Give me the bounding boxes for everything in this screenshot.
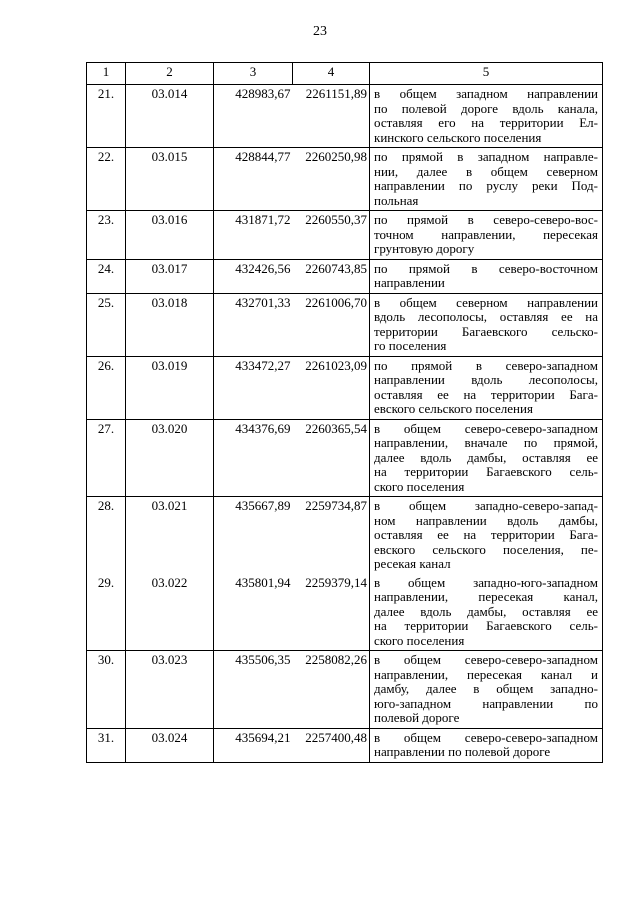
x-coordinate-cell: 434376,69 xyxy=(214,419,293,497)
description-line: в общем северном направлении xyxy=(374,294,598,310)
row-number-cell: 31. xyxy=(87,728,126,762)
description-line: ского поселения xyxy=(374,632,465,648)
y-coordinate-cell: 2261023,09 xyxy=(293,356,370,419)
x-coordinate-cell: 428844,77 xyxy=(214,148,293,211)
y-coordinate-cell: 2260250,98 xyxy=(293,148,370,211)
y-coordinate-cell: 2259734,87 xyxy=(293,497,370,574)
description-line: по прямой в северо-восточном xyxy=(374,260,598,276)
row-number-cell: 28. xyxy=(87,497,126,574)
description-line: вдоль лесополосы, оставляя ее на xyxy=(374,309,598,324)
description-line: евского сельского поселения, пе- xyxy=(374,541,598,557)
description-line: направлении, вначале по прямой, xyxy=(374,435,598,450)
table-row xyxy=(87,356,603,419)
description-line: направлении xyxy=(374,275,445,290)
description-line: оставляя ее на территории Бага- xyxy=(374,386,598,402)
description-line: в общем западном направлении xyxy=(374,86,598,101)
row-number-cell: 22. xyxy=(87,148,126,211)
description-line: далее вдоль дамбы, оставляя ее xyxy=(374,449,598,465)
column-header: 2 xyxy=(126,63,214,85)
description-line: по прямой в западном направле- xyxy=(374,149,598,164)
description-line: ского поселения xyxy=(374,478,465,494)
table-row xyxy=(87,148,603,211)
column-header: 1 xyxy=(87,63,126,85)
description-line: в общем северо-северо-западном xyxy=(374,420,598,436)
point-code-cell: 03.021 xyxy=(126,497,214,574)
x-coordinate-cell: 435506,35 xyxy=(214,651,293,729)
x-coordinate-cell: 433472,27 xyxy=(214,356,293,419)
boundary-description-cell xyxy=(370,419,603,497)
description-line: направлении вдоль лесополосы, xyxy=(374,372,598,387)
boundary-description-cell xyxy=(370,574,603,651)
description-line: в общем западно-северо-запад- xyxy=(374,498,598,513)
description-line: направлении по полевой дороге xyxy=(374,744,551,759)
description-line: кинского сельского поселения xyxy=(374,129,542,145)
description-line: территории Багаевского сельско- xyxy=(374,323,598,339)
boundary-description-cell xyxy=(370,651,603,729)
row-number-cell: 25. xyxy=(87,293,126,356)
x-coordinate-cell: 432701,33 xyxy=(214,293,293,356)
page-number: 23 xyxy=(313,24,327,39)
point-code-cell: 03.016 xyxy=(126,211,214,260)
x-coordinate-cell: 435694,21 xyxy=(214,728,293,762)
description-line: в общем западно-юго-западном xyxy=(374,574,598,590)
description-line: по прямой в северо-западном xyxy=(374,357,598,373)
point-code-cell: 03.020 xyxy=(126,419,214,497)
description-line: нии, далее в общем северном xyxy=(374,163,598,179)
description-line: по полевой дороге вдоль канала, xyxy=(374,100,598,116)
x-coordinate-cell: 432426,56 xyxy=(214,259,293,293)
boundary-description-cell xyxy=(370,293,603,356)
x-coordinate-cell: 435667,89 xyxy=(214,497,293,574)
description-line: ресекая канал xyxy=(374,556,451,571)
row-number-cell: 29. xyxy=(87,574,126,651)
row-number-cell: 24. xyxy=(87,259,126,293)
y-coordinate-cell: 2257400,48 xyxy=(293,728,370,762)
x-coordinate-cell: 428983,67 xyxy=(214,85,293,148)
boundary-description-cell xyxy=(370,148,603,211)
column-header: 4 xyxy=(293,63,370,85)
row-number-cell: 30. xyxy=(87,651,126,729)
x-coordinate-cell: 435801,94 xyxy=(214,574,293,651)
row-number-cell: 23. xyxy=(87,211,126,260)
x-coordinate-cell: 431871,72 xyxy=(214,211,293,260)
description-line: ном направлении вдоль дамбы, xyxy=(374,512,598,528)
row-number-cell: 21. xyxy=(87,85,126,148)
y-coordinate-cell: 2261151,89 xyxy=(293,85,370,148)
description-line: точном направлении, пересекая xyxy=(374,226,598,242)
boundary-points-table xyxy=(86,62,603,763)
description-line: далее вдоль дамбы, оставляя ее xyxy=(374,603,598,619)
description-line: на территории Багаевского сель- xyxy=(374,618,598,633)
column-header: 5 xyxy=(370,63,603,85)
description-line: направлении, пересекая канал, xyxy=(374,589,598,604)
y-coordinate-cell: 2259379,14 xyxy=(293,574,370,651)
description-line: юго-западном направлении по xyxy=(374,695,598,711)
boundary-description-cell xyxy=(370,728,603,762)
point-code-cell: 03.014 xyxy=(126,85,214,148)
description-line: го поселения xyxy=(374,338,447,353)
description-line: оставляя его на территории Ел- xyxy=(374,115,598,130)
table-row xyxy=(87,85,603,148)
boundary-description-cell xyxy=(370,211,603,260)
boundary-description-cell xyxy=(370,356,603,419)
table-row xyxy=(87,497,603,574)
point-code-cell: 03.024 xyxy=(126,728,214,762)
point-code-cell: 03.017 xyxy=(126,259,214,293)
description-line: евского сельского поселения xyxy=(374,401,533,416)
point-code-cell: 03.022 xyxy=(126,574,214,651)
point-code-cell: 03.023 xyxy=(126,651,214,729)
point-code-cell: 03.018 xyxy=(126,293,214,356)
boundary-description-cell xyxy=(370,259,603,293)
table-row xyxy=(87,259,603,293)
y-coordinate-cell: 2258082,26 xyxy=(293,651,370,729)
table-row xyxy=(87,211,603,260)
table-row xyxy=(87,728,603,762)
description-line: на территории Багаевского сель- xyxy=(374,464,598,479)
y-coordinate-cell: 2260365,54 xyxy=(293,419,370,497)
description-line: по прямой в северо-северо-вос- xyxy=(374,212,598,227)
y-coordinate-cell: 2261006,70 xyxy=(293,293,370,356)
description-line: в общем северо-северо-западном xyxy=(374,729,598,745)
point-code-cell: 03.015 xyxy=(126,148,214,211)
table-row xyxy=(87,574,603,651)
description-line: дамбу, далее в общем западно- xyxy=(374,681,598,696)
point-code-cell: 03.019 xyxy=(126,356,214,419)
y-coordinate-cell: 2260743,85 xyxy=(293,259,370,293)
row-number-cell: 27. xyxy=(87,419,126,497)
description-line: направлении, пересекая канал и xyxy=(374,666,598,682)
table-row xyxy=(87,419,603,497)
description-line: полевой дороге xyxy=(374,710,460,725)
table-row xyxy=(87,651,603,729)
description-line: польная xyxy=(374,192,419,208)
boundary-description-cell xyxy=(370,85,603,148)
boundary-description-cell xyxy=(370,497,603,574)
description-line: грунтовую дорогу xyxy=(374,241,475,256)
table-header-row xyxy=(87,63,603,85)
row-number-cell: 26. xyxy=(87,356,126,419)
description-line: в общем северо-северо-западном xyxy=(374,652,598,667)
column-header: 3 xyxy=(214,63,293,85)
y-coordinate-cell: 2260550,37 xyxy=(293,211,370,260)
description-line: оставляя ее на территории Бага- xyxy=(374,527,598,542)
table-row xyxy=(87,293,603,356)
description-line: направлении по руслу реки Под- xyxy=(374,178,598,193)
